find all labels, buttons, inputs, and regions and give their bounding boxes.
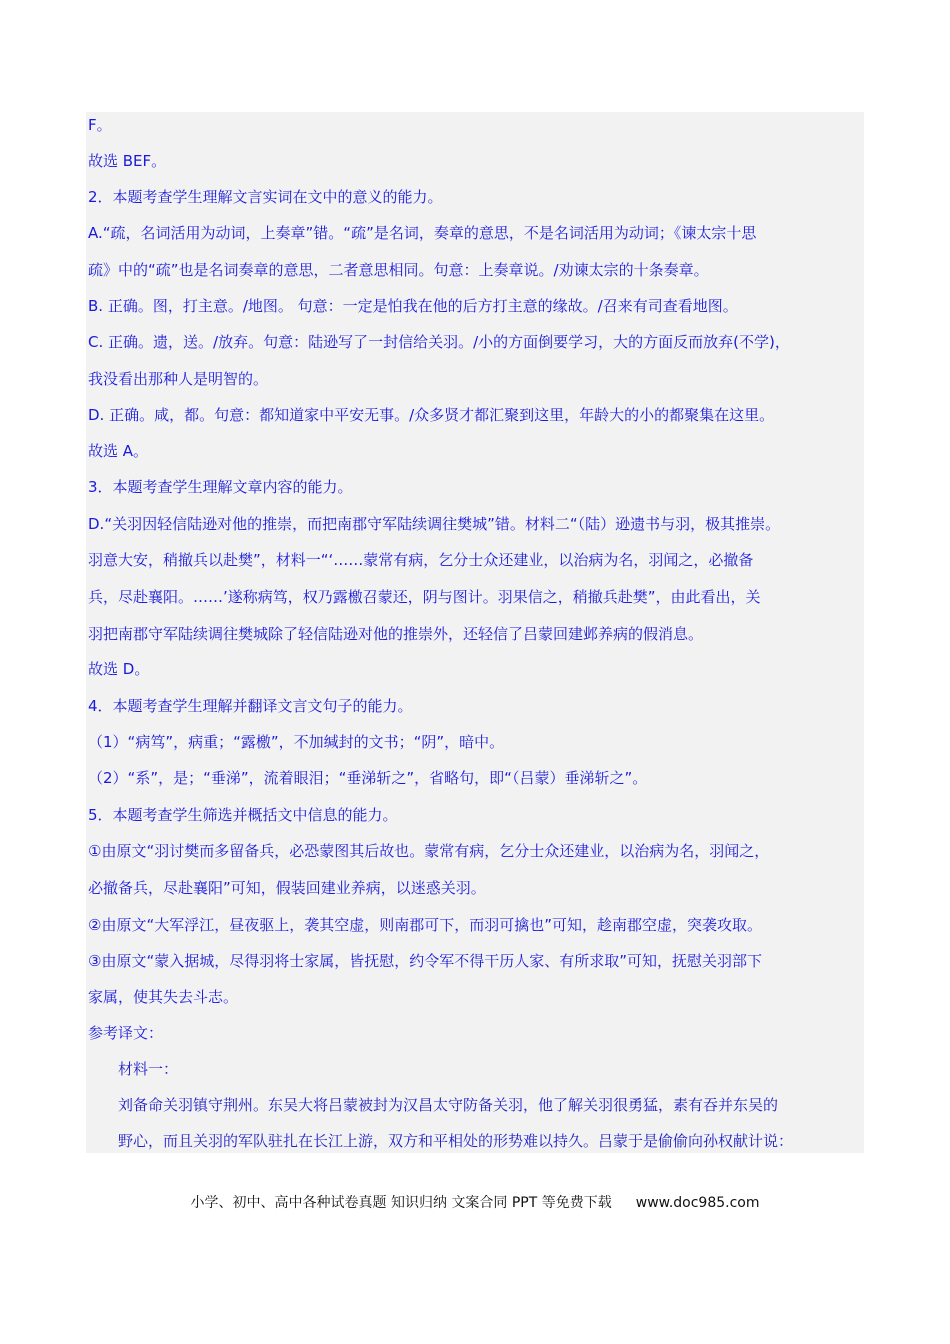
text-line: 材料一：: [118, 1060, 179, 1078]
text-line: 故选 A。: [88, 442, 149, 460]
text-line: 故选 D。: [88, 660, 150, 678]
text-line: 5．本题考查学生筛选并概括文中信息的能力。: [88, 806, 398, 824]
text-line: 故选 BEF。: [88, 152, 167, 170]
text-line: D. 正确。咸，都。句意：都知道家中平安无事。/众多贤才都汇聚到这里，年龄大的小的都聚集在这里。: [88, 406, 775, 424]
text-line: 4．本题考查学生理解并翻译文言文句子的能力。: [88, 697, 413, 715]
text-line: 刘备命关羽镇守荆州。东吴大将吕蒙被封为汉昌太守防备关羽，他了解关羽很勇猛，素有吞并东吴的: [118, 1096, 779, 1114]
text-line: 兵，尽赴襄阳。……’遂称病笃，权乃露檄召蒙还，阴与图计。羽果信之，稍撤兵赴樊”，由此看出，关: [88, 588, 761, 606]
text-line: 疏》中的“疏”也是名词奏章的意思，二者意思相同。句意：上奏章说。/劝谏太宗的十条奏章。: [88, 261, 709, 279]
answer-content: [86, 112, 864, 1153]
text-line: F。: [88, 116, 112, 134]
text-line: 参考译文：: [88, 1024, 164, 1042]
footer-url[interactable]: www.doc985.com: [635, 1195, 760, 1211]
text-line: B. 正确。图，打主意。/地图。 句意：一定是怕我在他的后方打主意的缘故。/召来有司查看地图。: [88, 297, 738, 315]
text-line: ①由原文“羽讨樊而多留备兵，必恐蒙图其后故也。蒙常有病，乞分士众还建业，以治病为名，羽闻之，: [88, 842, 770, 860]
text-line: 我没看出那种人是明智的。: [88, 370, 269, 388]
text-line: ②由原文“大军浮江，昼夜驱上，袭其空虚，则南郡可下，而羽可擒也”可知，趁南郡空虚，突袭攻取。: [88, 916, 762, 934]
text-line: C. 正确。遗，送。/放弃。句意：陆逊写了一封信给关羽。/小的方面倒要学习，大的方面反而放弃(不学)，: [88, 333, 790, 351]
text-line: 羽把南郡守军陆续调往樊城除了轻信陆逊对他的推崇外，还轻信了吕蒙回建邺养病的假消息。: [88, 625, 704, 643]
text-line: 必撤备兵，尽赴襄阳”可知，假装回建业养病，以迷惑关羽。: [88, 879, 486, 897]
text-line: D.“关羽因轻信陆逊对他的推崇，而把南郡守军陆续调往樊城”错。材料二“（陆）逊遗书与羽，极其推崇。: [88, 515, 781, 533]
footer-text: 小学、初中、高中各种试卷真题 知识归纳 文案合同 PPT 等免费下载: [190, 1195, 612, 1211]
text-line: 3．本题考查学生理解文章内容的能力。: [88, 478, 353, 496]
text-line: 羽意大安，稍撤兵以赴樊”，材料一“‘……蒙常有病，乞分士众还建业，以治病为名，羽闻之，必撤备: [88, 551, 754, 569]
page-footer: [0, 1192, 950, 1212]
text-line: （2）“系”，是；“垂涕”，流着眼泪；“垂涕斩之”，省略句，即“（吕蒙）垂涕斩之”。: [88, 769, 648, 787]
text-line: 野心，而且关羽的军队驻扎在长江上游，双方和平相处的形势难以持久。吕蒙于是偷偷向孙权献计说：: [118, 1132, 794, 1150]
text-line: ③由原文“蒙入据城，尽得羽将士家属，皆抚慰，约令军不得干历人家、有所求取”可知，抚慰关羽部下: [88, 952, 762, 970]
text-line: （1）“病笃”，病重；“露檄”，不加缄封的文书；“阴”，暗中。: [88, 733, 505, 751]
text-line: 家属，使其失去斗志。: [88, 988, 239, 1006]
text-line: 2．本题考查学生理解文言实词在文中的意义的能力。: [88, 188, 443, 206]
text-line: A.“疏，名词活用为动词，上奏章”错。“疏”是名词，奏章的意思，不是名词活用为动词；《谏太宗十思: [88, 224, 757, 242]
